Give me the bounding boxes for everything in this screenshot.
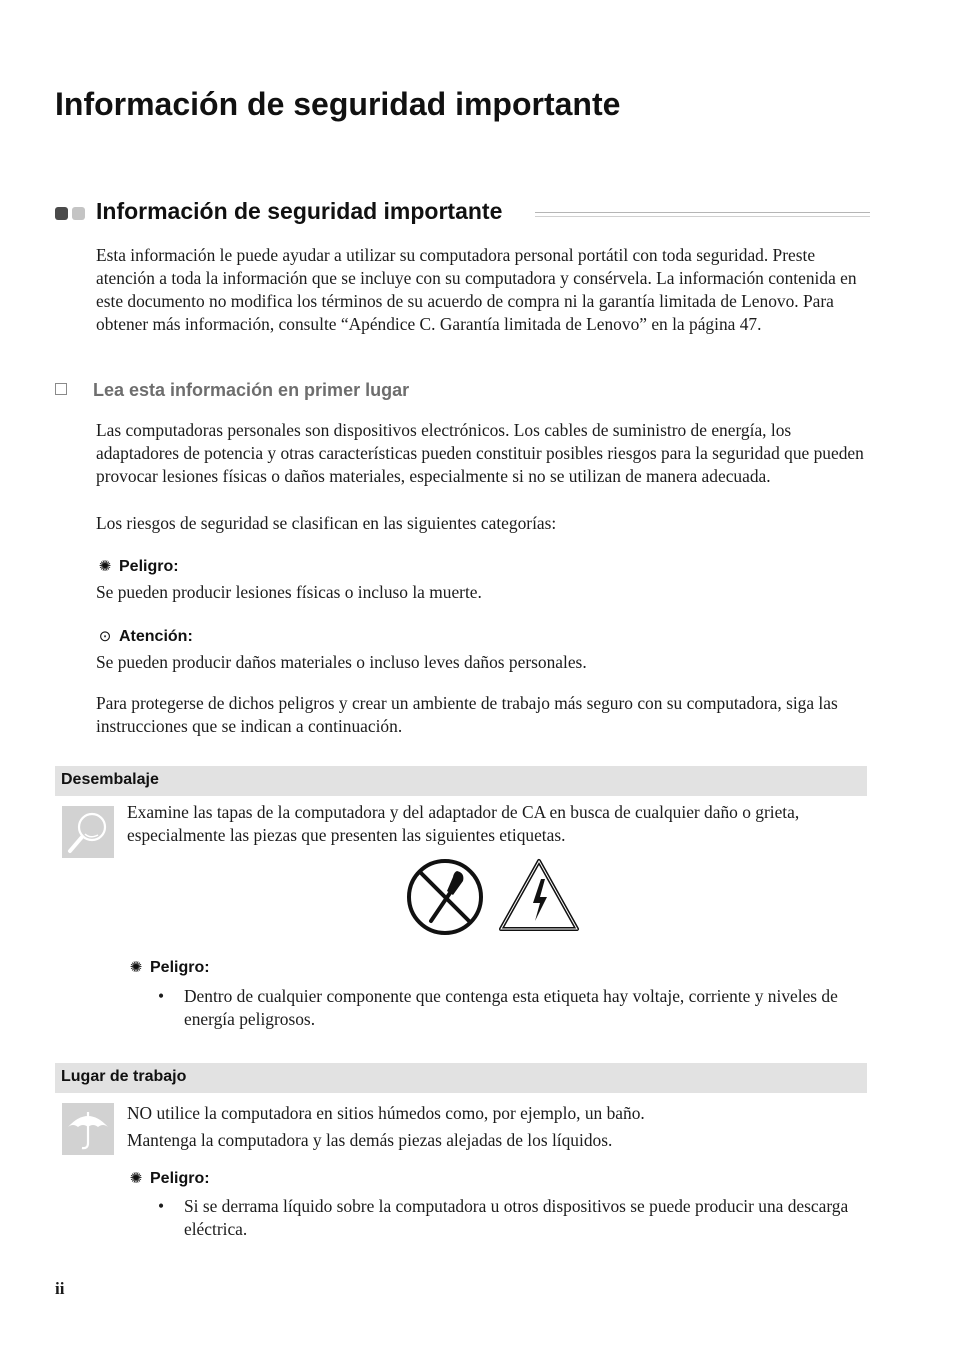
- danger-label-text: Peligro:: [119, 558, 179, 575]
- section-intro: Esta información le puede ayudar a utilizar su computadora personal portátil con toda seguridad. Preste atención a toda la información que se incluye con su computadora y consérvela. La información contenida en este documento no modifica los términos de su acuerdo de compra ni la garantía limitada de Lenovo. Para obtener más información, consulte “Apéndice C. Garantía limitada de Lenovo” en la página 47.: [96, 245, 857, 334]
- workplace-bullet-text: Si se derrama líquido sobre la computadora u otros dispositivos se puede producir una descarga eléctrica.: [184, 1196, 849, 1239]
- list-item: [158, 985, 878, 1031]
- workplace-line2: Mantenga la computadora y las demás piezas alejadas de los líquidos.: [127, 1130, 613, 1150]
- section-header: [55, 198, 870, 230]
- section-rule: [535, 212, 870, 217]
- unpacking-danger-label: [127, 958, 210, 977]
- caution-circle-icon: ⊙: [98, 628, 112, 645]
- workplace-line1: NO utilice la computadora en sitios húmedos como, por ejemplo, un baño.: [127, 1103, 645, 1123]
- page-number: ii: [55, 1279, 65, 1298]
- read-first-para1: Las computadoras personales son dispositivos electrónicos. Los cables de suministro de energía, los adaptadores de potencia y otras características pueden constituir posibles riesgos para la seguridad que pueden provocar lesiones físicas o daños materiales, especialmente si no se utilizan de manera adecuada.: [96, 420, 864, 486]
- caution-label: [96, 627, 193, 646]
- danger-label: [96, 557, 179, 576]
- unpacking-bullet-text: Dentro de cualquier componente que contenga esta etiqueta hay voltaje, corriente y niveles de energía peligrosos.: [184, 986, 838, 1029]
- section-bullets-icon: [55, 207, 89, 225]
- unpacking-text: Examine las tapas de la computadora y del adaptador de CA en busca de cualquier daño o grieta, especialmente las piezas que presenten las siguientes etiquetas.: [127, 802, 800, 845]
- umbrella-icon: [62, 1103, 114, 1155]
- bullet-dot-icon: •: [158, 986, 165, 1006]
- caution-label-text: Atención:: [119, 628, 193, 645]
- read-first-para2: Los riesgos de seguridad se clasifican en las siguientes categorías:: [96, 513, 557, 533]
- no-tools-icon: [405, 857, 485, 937]
- bullet-dot-icon: •: [158, 1196, 165, 1216]
- page-title: Información de seguridad importante: [55, 86, 621, 122]
- workplace-bar: [55, 1063, 867, 1093]
- list-item: [158, 1195, 878, 1241]
- unpacking-heading: Desembalaje: [61, 771, 159, 788]
- closing-text: Para protegerse de dichos peligros y crear un ambiente de trabajo más seguro con su computadora, siga las instrucciones que se indican a continuación.: [96, 693, 838, 736]
- danger-asterisk-icon: ✺: [98, 558, 112, 575]
- danger-asterisk-icon: ✺: [129, 959, 143, 976]
- section-title: Información de seguridad importante: [96, 198, 508, 225]
- caution-text: Se pueden producir daños materiales o incluso leves daños personales.: [96, 652, 587, 672]
- unpacking-bar: [55, 766, 867, 796]
- workplace-danger-label-text: Peligro:: [150, 1170, 210, 1187]
- square-bullet-icon: [55, 383, 67, 395]
- danger-text: Se pueden producir lesiones físicas o incluso la muerte.: [96, 582, 482, 602]
- unpacking-danger-label-text: Peligro:: [150, 959, 210, 976]
- high-voltage-icon: [497, 857, 581, 933]
- workplace-danger-label: [127, 1169, 210, 1188]
- magnifier-icon: [62, 806, 114, 858]
- read-first-heading: [55, 380, 409, 401]
- read-first-heading-text: Lea esta información en primer lugar: [93, 380, 410, 400]
- workplace-heading: Lugar de trabajo: [61, 1068, 187, 1085]
- danger-asterisk-icon: ✺: [129, 1170, 143, 1187]
